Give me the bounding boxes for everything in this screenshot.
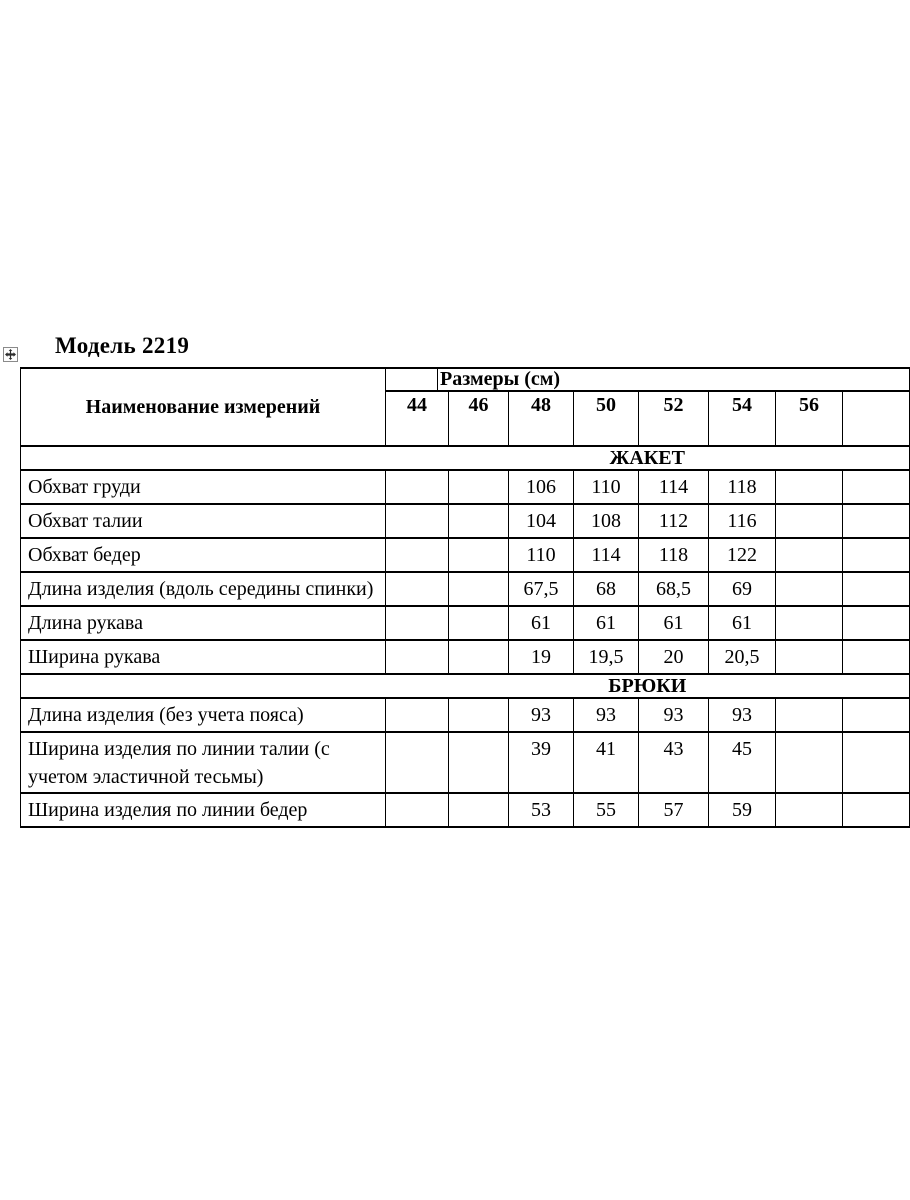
measurement-cell-size-52: 114 (639, 470, 709, 504)
row-label: Обхват груди (21, 470, 386, 504)
measurement-cell-size-46 (449, 504, 509, 538)
row-label: Обхват талии (21, 504, 386, 538)
measurement-cell-size-48: 39 (509, 732, 574, 793)
section-title-0: ЖАКЕТ (386, 446, 910, 470)
row-label: Длина изделия (без учета пояса) (21, 698, 386, 732)
measurement-cell-size-48: 93 (509, 698, 574, 732)
section-gap-cell (21, 446, 386, 470)
measurement-cell-clipped (843, 793, 910, 827)
measurement-cell-size-48: 106 (509, 470, 574, 504)
measurement-cell-size-54: 118 (709, 470, 776, 504)
measurement-cell-size-50: 114 (574, 538, 639, 572)
measurement-cell-size-46 (449, 470, 509, 504)
measurement-cell-size-50: 41 (574, 732, 639, 793)
measurement-cell-size-54: 61 (709, 606, 776, 640)
measurement-cell-size-44 (386, 572, 449, 606)
measurement-cell-size-52: 20 (639, 640, 709, 674)
sizes-group-header: Размеры (см) (438, 368, 910, 391)
measurement-cell-size-44 (386, 538, 449, 572)
table-row (21, 640, 910, 674)
measurement-cell-size-46 (449, 698, 509, 732)
measurement-cell-size-50: 108 (574, 504, 639, 538)
move-icon (5, 349, 16, 360)
size-column-header-50: 50 (574, 391, 639, 446)
measurement-cell-size-56 (776, 572, 843, 606)
measurement-cell-size-44 (386, 470, 449, 504)
measurement-cell-size-48: 104 (509, 504, 574, 538)
measurement-cell-size-54: 59 (709, 793, 776, 827)
measurement-cell-size-52: 118 (639, 538, 709, 572)
measurement-cell-size-54: 93 (709, 698, 776, 732)
measurement-cell-clipped (843, 504, 910, 538)
size-column-header-44: 44 (386, 391, 449, 446)
measurement-cell-size-48: 19 (509, 640, 574, 674)
measurement-cell-size-50: 19,5 (574, 640, 639, 674)
table-row (21, 793, 910, 827)
measurement-cell-size-52: 112 (639, 504, 709, 538)
measurement-cell-size-54: 20,5 (709, 640, 776, 674)
measurement-cell-size-50: 68 (574, 572, 639, 606)
row-label: Ширина рукава (21, 640, 386, 674)
measurement-cell-size-50: 110 (574, 470, 639, 504)
measurement-cell-size-46 (449, 640, 509, 674)
measurement-cell-size-44 (386, 732, 449, 793)
measurement-cell-size-46 (449, 538, 509, 572)
measurement-cell-size-56 (776, 504, 843, 538)
row-label: Ширина изделия по линии талии (с учетом эластичной тесьмы) (21, 732, 386, 793)
measurement-cell-size-50: 61 (574, 606, 639, 640)
measurement-cell-size-44 (386, 606, 449, 640)
size-column-header-clipped (843, 391, 910, 446)
measurement-cell-clipped (843, 470, 910, 504)
measurement-cell-size-52: 61 (639, 606, 709, 640)
measurement-cell-size-56 (776, 732, 843, 793)
measurement-cell-size-56 (776, 538, 843, 572)
measurement-cell-size-56 (776, 640, 843, 674)
row-label: Длина рукава (21, 606, 386, 640)
measurement-cell-size-46 (449, 732, 509, 793)
measurement-cell-size-56 (776, 793, 843, 827)
measurement-cell-size-50: 93 (574, 698, 639, 732)
table-move-handle[interactable] (3, 347, 18, 362)
table-row (21, 470, 910, 504)
measurement-cell-size-52: 68,5 (639, 572, 709, 606)
row-label: Обхват бедер (21, 538, 386, 572)
measurement-cell-size-48: 53 (509, 793, 574, 827)
size-column-header-54: 54 (709, 391, 776, 446)
measurement-cell-clipped (843, 606, 910, 640)
measurement-cell-size-54: 45 (709, 732, 776, 793)
measurement-cell-size-44 (386, 793, 449, 827)
row-label: Длина изделия (вдоль середины спинки) (21, 572, 386, 606)
measurement-cell-clipped (843, 572, 910, 606)
measurement-cell-size-54: 69 (709, 572, 776, 606)
section-row-0 (21, 446, 910, 470)
measurement-cell-size-50: 55 (574, 793, 639, 827)
measurement-cell-size-44 (386, 504, 449, 538)
section-row-1 (21, 674, 910, 698)
measurement-cell-size-54: 116 (709, 504, 776, 538)
measurement-cell-size-48: 61 (509, 606, 574, 640)
table-row (21, 732, 910, 793)
measurement-cell-size-44 (386, 698, 449, 732)
measurement-cell-size-52: 57 (639, 793, 709, 827)
table-row (21, 698, 910, 732)
measurement-cell-size-56 (776, 606, 843, 640)
measurement-cell-clipped (843, 698, 910, 732)
section-gap-cell (21, 674, 386, 698)
measurement-cell-size-48: 110 (509, 538, 574, 572)
measurement-cell-size-56 (776, 470, 843, 504)
measurements-table (20, 367, 910, 828)
header-gap-cell (386, 368, 438, 391)
table-row (21, 572, 910, 606)
table-row (21, 606, 910, 640)
measurement-cell-size-46 (449, 572, 509, 606)
measurement-cell-clipped (843, 640, 910, 674)
document-title: Модель 2219 (55, 333, 190, 358)
table-row (21, 538, 910, 572)
measurement-cell-clipped (843, 538, 910, 572)
size-column-header-48: 48 (509, 391, 574, 446)
measurement-cell-size-48: 67,5 (509, 572, 574, 606)
measurement-cell-size-56 (776, 698, 843, 732)
measurement-cell-size-52: 43 (639, 732, 709, 793)
measurement-cell-size-46 (449, 793, 509, 827)
name-column-header: Наименование измерений (21, 368, 386, 446)
measurement-cell-size-44 (386, 640, 449, 674)
section-title-1: БРЮКИ (386, 674, 910, 698)
size-column-header-56: 56 (776, 391, 843, 446)
header-row-top (21, 368, 910, 391)
measurement-cell-size-54: 122 (709, 538, 776, 572)
table-row (21, 504, 910, 538)
measurement-cell-clipped (843, 732, 910, 793)
size-column-header-46: 46 (449, 391, 509, 446)
row-label: Ширина изделия по линии бедер (21, 793, 386, 827)
measurement-cell-size-46 (449, 606, 509, 640)
size-column-header-52: 52 (639, 391, 709, 446)
measurement-cell-size-52: 93 (639, 698, 709, 732)
